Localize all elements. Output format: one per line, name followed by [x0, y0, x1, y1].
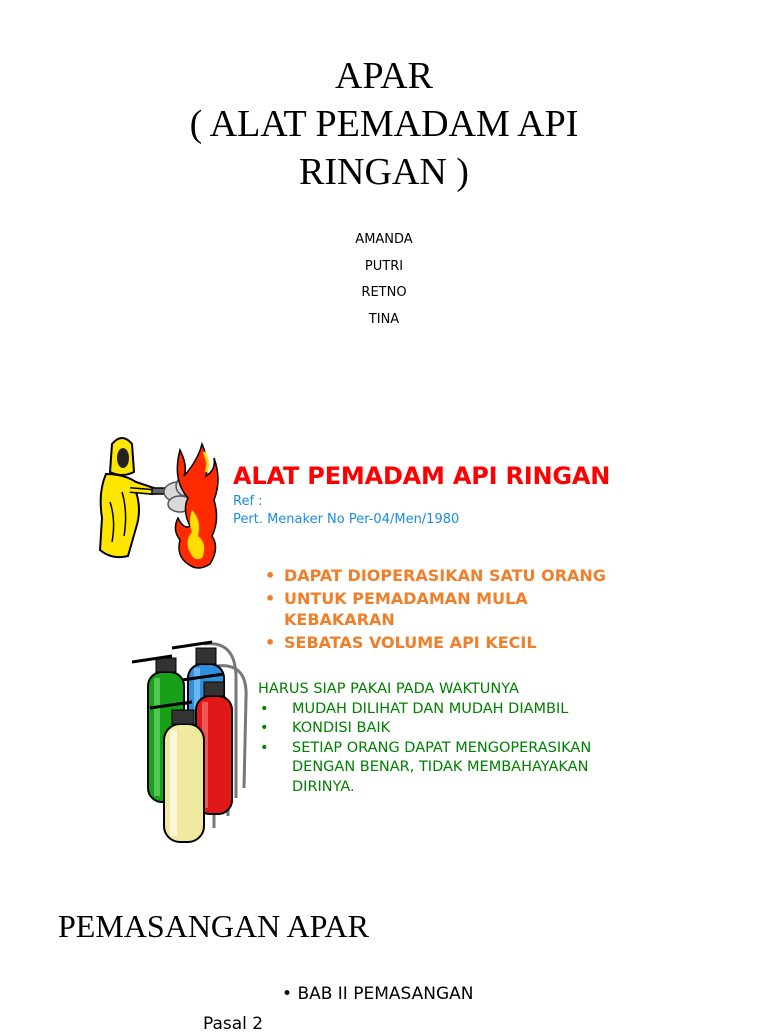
bullet-icon: •	[260, 739, 269, 756]
slide3-bullet	[282, 984, 474, 1004]
author-list	[0, 230, 768, 336]
orange-bullet-list	[265, 565, 685, 655]
list-item	[258, 700, 658, 720]
requirements-intro: HARUS SIAP PAKAI PADA WAKTUNYA	[258, 681, 519, 697]
title-line-2: ( ALAT PEMADAM API	[189, 103, 579, 145]
bullet-text: DAPAT DIOPERASIKAN SATU ORANG	[284, 566, 606, 585]
list-item	[258, 739, 602, 798]
bullet-icon: •	[260, 720, 269, 736]
requirement-text: MUDAH DILIHAT DAN MUDAH DIAMBIL	[292, 700, 569, 717]
bullet-text: UNTUK PEMADAMAN MULA KEBAKARAN	[284, 589, 528, 629]
author-name: RETNO	[361, 285, 407, 300]
bullet-icon: •	[265, 589, 276, 608]
bullet-icon: •	[260, 700, 269, 717]
author-name: PUTRI	[364, 258, 404, 274]
author-name: TINA	[368, 311, 400, 327]
list-item	[265, 588, 544, 630]
requirement-text: SETIAP ORANG DAPAT MENGOPERASIKAN DENGAN BENAR, TIDAK MEMBAHAYAKAN DIRINYA.	[292, 739, 592, 795]
reference-text: Pert. Menaker No Per-04/Men/1980	[233, 512, 460, 527]
slide3-bullet-text: BAB II PEMASANGAN	[297, 984, 474, 1004]
bullet-icon: •	[265, 566, 276, 585]
slide2-heading: ALAT PEMADAM API RINGAN	[233, 462, 611, 490]
reference	[233, 493, 459, 529]
reference-label: Ref :	[233, 494, 263, 509]
title-line-3: RINGAN )	[299, 151, 469, 193]
green-requirements	[258, 680, 658, 797]
slide3-title: PEMASANGAN APAR	[58, 908, 369, 944]
author-name: AMANDA	[355, 232, 413, 247]
bullet-icon: •	[265, 633, 276, 652]
flame-icon	[158, 440, 222, 572]
bullet-icon: •	[282, 984, 298, 1004]
bullet-text: SEBATAS VOLUME API KECIL	[284, 633, 537, 652]
list-item	[265, 565, 685, 586]
slide3-subitem: Pasal 2	[203, 1014, 264, 1034]
list-item	[265, 632, 685, 653]
title-line-1: APAR	[335, 55, 433, 97]
fire-extinguishers-icon	[132, 618, 260, 846]
requirement-text: KONDISI BAIK	[292, 720, 391, 736]
list-item	[258, 719, 658, 739]
slide-title	[0, 52, 768, 196]
